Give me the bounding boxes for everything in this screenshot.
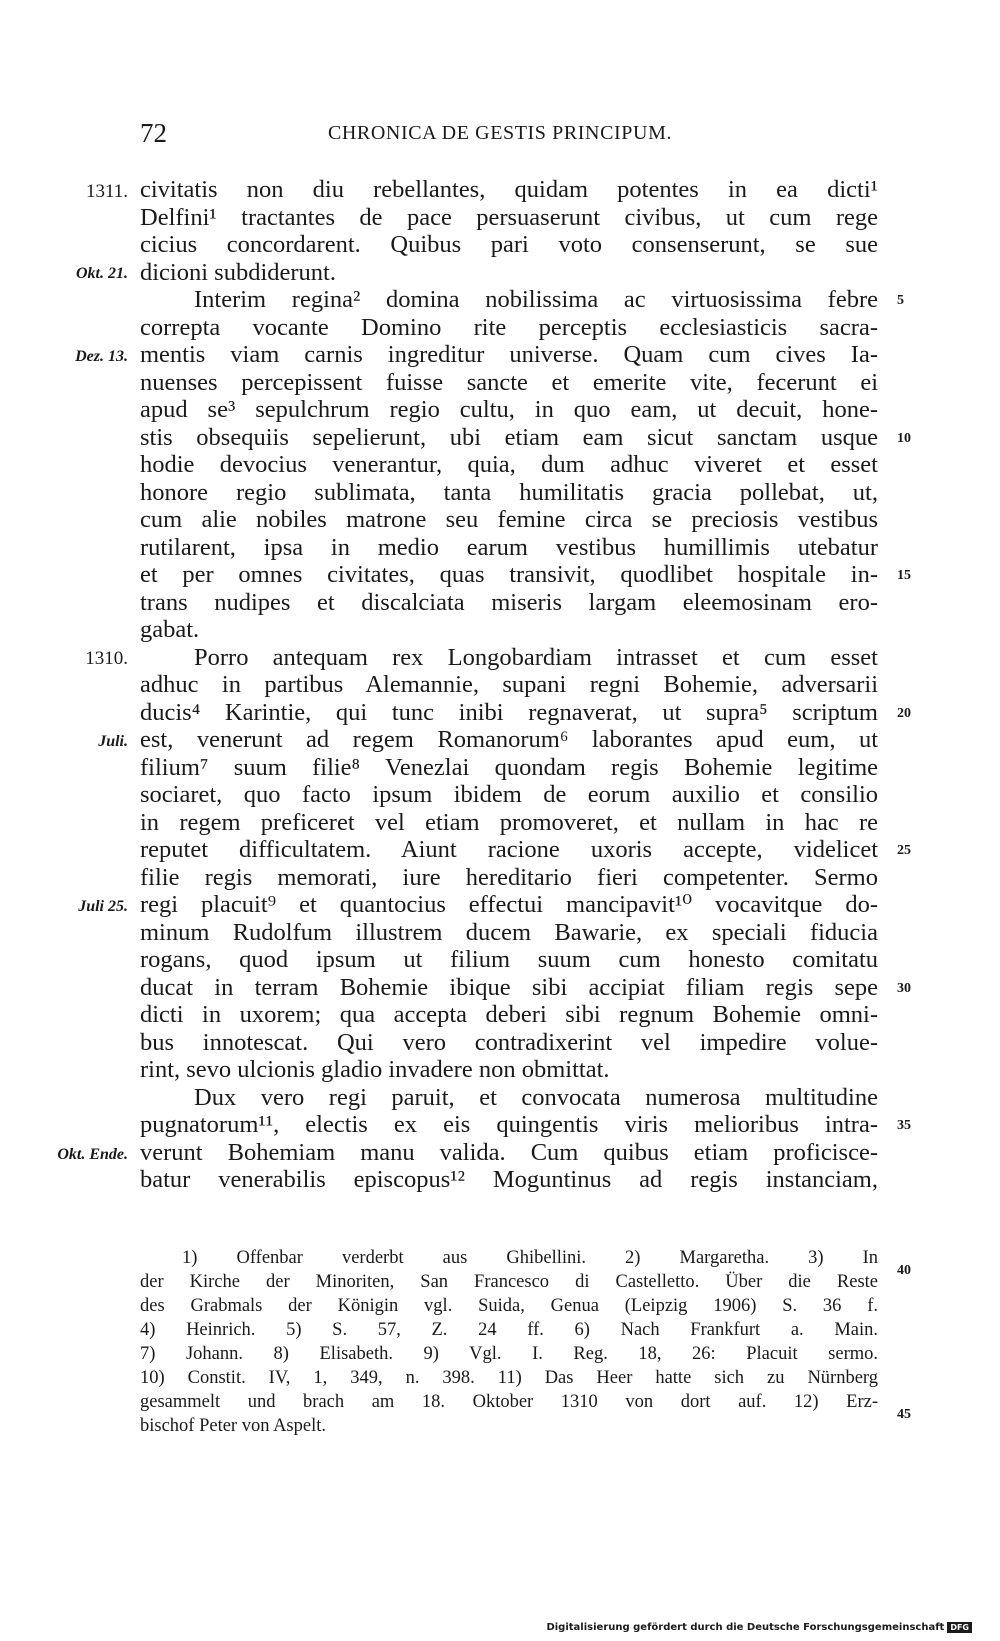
footnote-line: 10) Constit. IV, 1, 349, n. 398. 11) Das Heer hatte sich zu Nürnberg	[140, 1368, 878, 1388]
text-line: dicioni subdiderunt.	[140, 258, 336, 286]
line-number: 25	[897, 843, 911, 858]
footnote-line: 7) Johann. 8) Elisabeth. 9) Vgl. I. Reg. 18, 26: Placuit sermo.	[140, 1344, 878, 1364]
dfg-logo: DFG	[947, 1622, 972, 1633]
text-line: reputet difficultatem. Aiunt racione uxoris accepte, videlicet	[140, 836, 878, 863]
text-line: est, venerunt ad regem Romanorum⁶ laborantes apud eum, ut	[140, 726, 878, 753]
footnote-line: 4) Heinrich. 5) S. 57, Z. 24 ff. 6) Nach Frankfurt a. Main.	[140, 1320, 878, 1340]
text-line: cicius concordarent. Quibus pari voto consenserunt, se sue	[140, 231, 878, 258]
line-number: 10	[897, 431, 911, 446]
text-line: Delfini¹ tractantes de pace persuaserunt civibus, ut cum rege	[140, 203, 878, 231]
text-line: regi placuit⁹ et quantocius effectui mancipavit¹⁰ vocavitque do-	[140, 891, 878, 918]
text-line: filie regis memorati, iure hereditario fieri competenter. Sermo	[140, 863, 878, 891]
margin-year: 1311.	[85, 181, 128, 202]
text-line: correpta vocante Domino rite perceptis ecclesiasticis sacra-	[140, 313, 878, 341]
text-line: ducis⁴ Karintie, qui tunc inibi regnaverat, ut supra⁵ scriptum	[140, 698, 878, 726]
text-line: Interim regina² domina nobilissima ac virtuosissima febre	[194, 286, 878, 313]
line-number: 20	[897, 706, 911, 721]
text-line: nuenses percepissent fuisse sancte et emerite vite, fecerunt ei	[140, 368, 878, 396]
text-line: bus innotescat. Qui vero contradixerint vel impedire volue-	[140, 1028, 878, 1056]
text-line: verunt Bohemiam manu valida. Cum quibus etiam proficisce-	[140, 1138, 878, 1166]
text-line: dicti in uxorem; qua accepta deberi sibi regnum Bohemie omni-	[140, 1001, 878, 1028]
footnote-line: der Kirche der Minoriten, San Francesco di Castelletto. Über die Reste	[140, 1272, 878, 1292]
margin-date: Okt. Ende.	[57, 1146, 128, 1163]
text-line: trans nudipes et discalciata miseris largam eleemosinam ero-	[140, 588, 878, 616]
text-line: sociaret, quo facto ipsum ibidem de eorum auxilio et consilio	[140, 781, 878, 808]
text-line: ducat in terram Bohemie ibique sibi accipiat filiam regis sepe	[140, 973, 878, 1001]
footnote-line: gesammelt und brach am 18. Oktober 1310 von dort auf. 12) Erz-	[140, 1392, 878, 1412]
text-line: batur venerabilis episcopus¹² Moguntinus ad regis instanciam,	[140, 1166, 878, 1193]
margin-date: Dez. 13.	[75, 348, 128, 365]
credit-text: Digitalisierung gefördert durch die Deutsche Forschungsgemeinschaft	[546, 1622, 945, 1633]
text-line: adhuc in partibus Alemannie, supani regni Bohemie, adversarii	[140, 671, 878, 698]
line-number: 45	[897, 1407, 911, 1422]
page-number: 72	[140, 118, 167, 148]
text-line: pugnatorum¹¹, electis ex eis quingentis viris melioribus intra-	[140, 1111, 878, 1138]
text-line: rogans, quod ipsum ut filium suum cum honesto comitatu	[140, 946, 878, 973]
text-line: rint, sevo ulcionis gladio invadere non obmittat.	[140, 1056, 610, 1083]
line-number: 5	[897, 293, 904, 308]
digitization-credit	[546, 1622, 972, 1633]
text-line: in regem preficeret vel etiam promoveret, et nullam in hac re	[140, 808, 878, 836]
footnote-line: des Grabmals der Königin vgl. Suida, Genua (Leipzig 1906) S. 36 f.	[140, 1296, 878, 1316]
running-title: CHRONICA DE GESTIS PRINCIPUM.	[327, 122, 673, 144]
text-line: hodie devocius venerantur, quia, dum adhuc viveret et esset	[140, 451, 878, 478]
margin-date: Juli.	[98, 733, 128, 750]
margin-date: Juli 25.	[78, 898, 128, 915]
text-line: filium⁷ suum filie⁸ Venezlai quondam regis Bohemie legitime	[140, 753, 878, 781]
text-line: cum alie nobiles matrone seu femine circa se preciosis vestibus	[140, 506, 878, 533]
page-header	[140, 118, 860, 158]
margin-year: 1310.	[85, 648, 128, 669]
text-line: Dux vero regi paruit, et convocata numerosa multitudine	[194, 1083, 878, 1111]
text-line: Porro antequam rex Longobardiam intrasset et cum esset	[194, 643, 878, 671]
text-line: mentis viam carnis ingreditur universe. Quam cum cives Ia-	[140, 341, 878, 368]
text-line: stis obsequiis sepelierunt, ubi etiam eam sicut sanctam usque	[140, 423, 878, 451]
text-line: civitatis non diu rebellantes, quidam potentes in ea dicti¹	[140, 176, 878, 203]
text-line: apud se³ sepulchrum regio cultu, in quo eam, ut decuit, hone-	[140, 396, 878, 423]
text-line: rutilarent, ipsa in medio earum vestibus humillimis utebatur	[140, 533, 878, 561]
text-line: honore regio sublimata, tanta humilitatis gracia pollebat, ut,	[140, 478, 878, 506]
line-number: 15	[897, 568, 911, 583]
line-number: 35	[897, 1118, 911, 1133]
text-line: minum Rudolfum illustrem ducem Bawarie, ex speciali fiducia	[140, 918, 878, 946]
text-line: gabat.	[140, 616, 200, 643]
line-number: 30	[897, 981, 911, 996]
footnote-line: 1) Offenbar verderbt aus Ghibellini. 2) Margaretha. 3) In	[182, 1248, 878, 1268]
text-line: et per omnes civitates, quas transivit, quodlibet hospitale in-	[140, 561, 878, 588]
line-number: 40	[897, 1263, 911, 1278]
margin-date: Okt. 21.	[76, 265, 128, 282]
footnote-line: bischof Peter von Aspelt.	[140, 1416, 327, 1436]
